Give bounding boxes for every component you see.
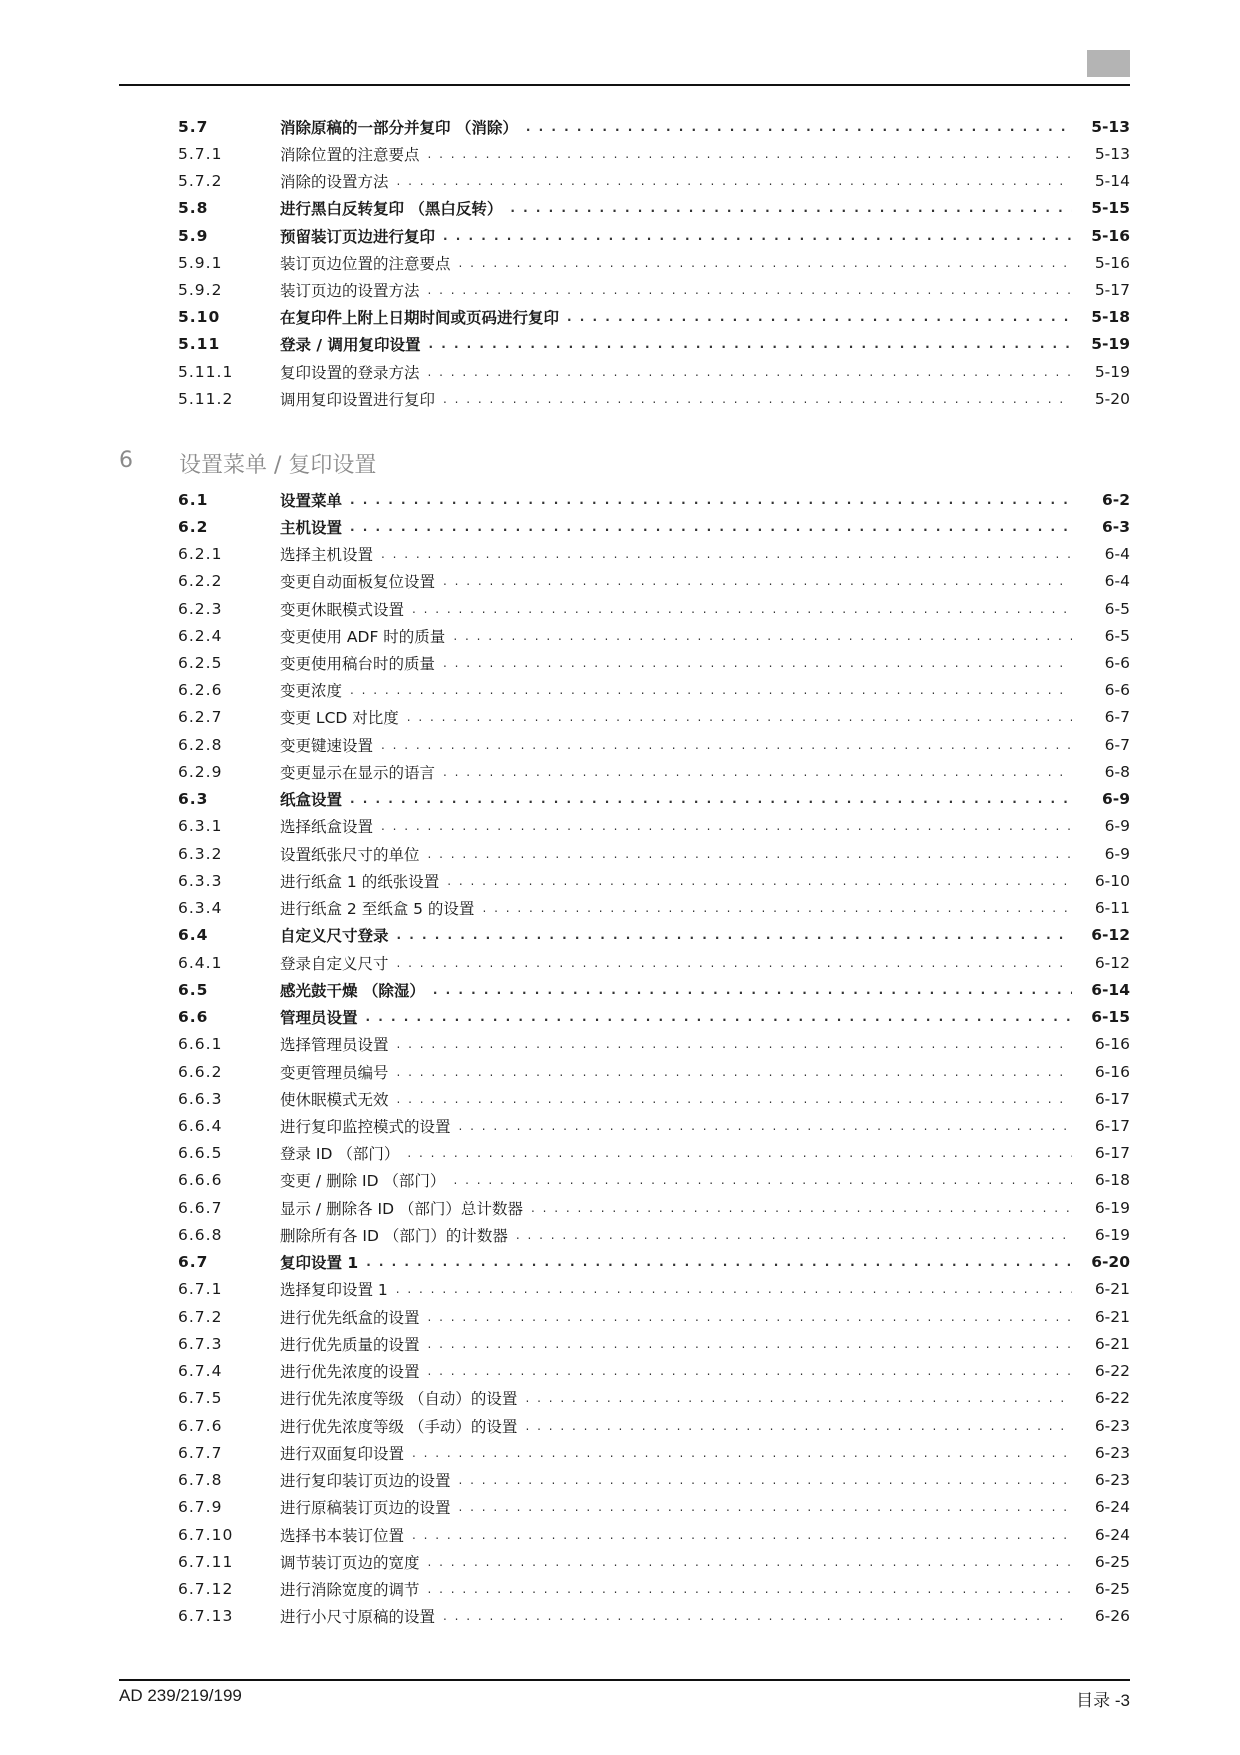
entry-page: 6-14	[1091, 980, 1130, 999]
entry-number: 6.6.7	[178, 1198, 223, 1217]
dot-leader	[397, 928, 1072, 942]
entry-title: 选择主机设置	[280, 546, 374, 565]
toc-entry[interactable]	[178, 1249, 1130, 1276]
dot-leader	[396, 1282, 1072, 1296]
entry-number: 6.2.8	[178, 735, 223, 754]
dot-leader	[510, 201, 1072, 215]
dot-leader	[453, 1173, 1072, 1187]
toc-entry[interactable]	[178, 222, 1130, 249]
entry-title: 变更 / 删除 ID （部门）	[280, 1172, 446, 1191]
entry-number: 5.8	[178, 199, 209, 218]
entry-page: 6-18	[1094, 1171, 1130, 1190]
entry-title: 选择复印设置 1	[280, 1281, 388, 1300]
dot-leader	[397, 174, 1072, 188]
entry-number: 6.2.5	[178, 654, 223, 673]
entry-page: 6-7	[1104, 735, 1130, 754]
dot-leader	[526, 120, 1072, 134]
entry-number: 5.9	[178, 226, 209, 245]
dot-leader	[366, 1255, 1072, 1269]
toc-entry[interactable]	[178, 113, 1130, 140]
entry-title: 变更键速设置	[280, 736, 374, 755]
entry-title: 选择书本装订位置	[280, 1526, 405, 1545]
entry-number: 6.2.2	[178, 572, 223, 591]
toc-entry[interactable]	[178, 486, 1130, 513]
header-rule	[119, 84, 1130, 86]
entry-title: 进行小尺寸原稿的设置	[280, 1608, 436, 1627]
toc-entry[interactable]	[178, 1112, 1130, 1139]
entry-number: 6.7.6	[178, 1416, 223, 1435]
toc-entry[interactable]	[178, 513, 1130, 540]
entry-page: 6-25	[1094, 1579, 1130, 1598]
toc-entry[interactable]	[178, 731, 1130, 758]
entry-page: 5-19	[1094, 362, 1130, 381]
entry-title: 预留装订页边进行复印	[280, 227, 436, 246]
entry-title: 进行纸盒 1 的纸张设置	[280, 872, 440, 891]
entry-number: 6.7.7	[178, 1443, 223, 1462]
entry-title: 装订页边位置的注意要点	[280, 254, 451, 273]
entry-title: 登录自定义尺寸	[280, 954, 389, 973]
dot-leader	[428, 1364, 1072, 1378]
toc-entry[interactable]	[178, 540, 1130, 567]
entry-title: 进行消除宽度的调节	[280, 1580, 420, 1599]
entry-title: 选择纸盒设置	[280, 818, 374, 837]
entry-page: 5-17	[1094, 281, 1130, 300]
entry-page: 6-9	[1101, 790, 1130, 809]
entry-page: 6-6	[1104, 681, 1130, 700]
toc-entry[interactable]	[178, 595, 1130, 622]
entry-page: 6-17	[1094, 1089, 1130, 1108]
entry-title: 变更浓度	[280, 682, 343, 701]
entry-title: 进行黑白反转复印 （黑白反转）	[280, 200, 503, 219]
toc-entry[interactable]	[178, 758, 1130, 785]
entry-number: 6.2	[178, 517, 209, 536]
footer-page-number: 目录 -3	[1076, 1691, 1130, 1710]
entry-page: 6-24	[1094, 1498, 1130, 1517]
entry-number: 5.7	[178, 117, 209, 136]
entry-title: 管理员设置	[280, 1009, 358, 1028]
dot-leader	[428, 1582, 1072, 1596]
entry-number: 6.7.3	[178, 1334, 223, 1353]
dot-leader	[482, 901, 1072, 915]
dot-leader	[397, 956, 1072, 970]
entry-page: 6-24	[1094, 1525, 1130, 1544]
dot-leader	[381, 738, 1072, 752]
toc-entry[interactable]	[178, 385, 1130, 412]
dot-leader	[459, 256, 1072, 270]
entry-page: 5-19	[1091, 335, 1130, 354]
toc-chapter6-list	[178, 486, 1130, 1630]
dot-leader	[397, 1065, 1072, 1079]
toc-entry[interactable]	[178, 813, 1130, 840]
entry-page: 6-4	[1104, 572, 1130, 591]
dot-leader	[531, 1201, 1072, 1215]
entry-page: 6-21	[1094, 1334, 1130, 1353]
entry-number: 6.7.8	[178, 1471, 223, 1490]
entry-page: 6-20	[1091, 1253, 1130, 1272]
entry-title: 纸盒设置	[280, 791, 343, 810]
entry-title: 变更管理员编号	[280, 1063, 389, 1082]
entry-number: 6.3.4	[178, 899, 223, 918]
toc-entry[interactable]	[178, 1466, 1130, 1493]
entry-page: 5-14	[1094, 172, 1130, 191]
entry-page: 6-7	[1104, 708, 1130, 727]
entry-number: 6.7.5	[178, 1389, 223, 1408]
entry-number: 6.7.12	[178, 1579, 234, 1598]
dot-leader	[381, 819, 1072, 833]
dot-leader	[428, 283, 1072, 297]
entry-title: 主机设置	[280, 518, 343, 537]
entry-page: 6-6	[1104, 654, 1130, 673]
toc-entry[interactable]	[178, 1031, 1130, 1058]
entry-page: 6-21	[1094, 1307, 1130, 1326]
toc-entry[interactable]	[178, 840, 1130, 867]
dot-leader	[428, 365, 1072, 379]
dot-leader	[516, 1228, 1072, 1242]
dot-leader	[350, 520, 1072, 534]
entry-page: 6-25	[1094, 1552, 1130, 1571]
entry-title: 设置纸张尺寸的单位	[280, 845, 420, 864]
entry-number: 5.11	[178, 335, 221, 354]
entry-number: 6.5	[178, 980, 209, 999]
entry-page: 5-16	[1094, 253, 1130, 272]
toc-entry[interactable]	[178, 704, 1130, 731]
chapter-title: 设置菜单 / 复印设置	[179, 453, 377, 478]
entry-page: 5-18	[1091, 308, 1130, 327]
entry-number: 5.11.1	[178, 362, 234, 381]
entry-number: 6.2.1	[178, 545, 223, 564]
entry-title: 复印设置的登录方法	[280, 363, 420, 382]
entry-page: 6-23	[1094, 1471, 1130, 1490]
dot-leader	[443, 1609, 1072, 1623]
entry-number: 5.9.2	[178, 281, 223, 300]
entry-page: 6-23	[1094, 1416, 1130, 1435]
dot-leader	[443, 229, 1072, 243]
entry-title: 复印设置 1	[280, 1254, 359, 1273]
entry-number: 6.6.2	[178, 1062, 223, 1081]
toc-entry[interactable]	[178, 167, 1130, 194]
entry-number: 6.6.8	[178, 1225, 223, 1244]
entry-number: 6.6.3	[178, 1089, 223, 1108]
entry-title: 进行优先浓度等级 （自动）的设置	[280, 1390, 518, 1409]
entry-page: 6-12	[1094, 953, 1130, 972]
entry-title: 变更休眠模式设置	[280, 600, 405, 619]
toc-entry[interactable]	[178, 1521, 1130, 1548]
toc-entry[interactable]	[178, 677, 1130, 704]
entry-title: 进行优先质量的设置	[280, 1335, 420, 1354]
entry-title: 调用复印设置进行复印	[280, 390, 436, 409]
entry-title: 进行复印监控模式的设置	[280, 1118, 451, 1136]
entry-page: 6-8	[1104, 762, 1130, 781]
entry-title: 进行优先纸盒的设置	[280, 1308, 420, 1327]
dot-leader	[447, 874, 1072, 888]
entry-number: 6.2.6	[178, 681, 223, 700]
dot-leader	[428, 1310, 1072, 1324]
toc-entry[interactable]	[178, 249, 1130, 276]
toc-chapter5-list	[178, 113, 1130, 413]
entry-number: 5.7.2	[178, 172, 223, 191]
toc-entry[interactable]	[178, 922, 1130, 949]
entry-title: 变更显示在显示的语言	[280, 763, 436, 782]
entry-number: 5.11.2	[178, 389, 234, 408]
entry-page: 6-11	[1094, 899, 1130, 918]
entry-title: 登录 / 调用复印设置	[280, 336, 421, 355]
dot-leader	[407, 1146, 1072, 1160]
toc-entry[interactable]	[178, 1439, 1130, 1466]
entry-page: 6-16	[1094, 1062, 1130, 1081]
toc-entry[interactable]	[178, 786, 1130, 813]
entry-page: 5-13	[1091, 117, 1130, 136]
entry-number: 6.6.1	[178, 1035, 223, 1054]
entry-page: 6-2	[1101, 490, 1130, 509]
entry-number: 6.3.2	[178, 844, 223, 863]
entry-page: 6-5	[1104, 626, 1130, 645]
dot-leader	[366, 1010, 1072, 1024]
entry-page: 5-16	[1091, 226, 1130, 245]
dot-leader	[412, 1528, 1072, 1542]
entry-title: 消除位置的注意要点	[280, 145, 420, 164]
chapter-number: 6	[119, 448, 133, 473]
toc-entry[interactable]	[178, 1575, 1130, 1602]
entry-number: 5.10	[178, 308, 221, 327]
dot-leader	[459, 1119, 1072, 1133]
dot-leader	[459, 1500, 1072, 1514]
toc-entry[interactable]	[178, 1167, 1130, 1194]
entry-number: 6.7	[178, 1253, 209, 1272]
entry-page: 6-9	[1104, 844, 1130, 863]
dot-leader	[397, 1092, 1072, 1106]
entry-title: 变更自动面板复位设置	[280, 573, 436, 592]
dot-leader	[443, 765, 1072, 779]
entry-number: 6.6	[178, 1008, 209, 1027]
entry-page: 6-22	[1094, 1362, 1130, 1381]
entry-title: 显示 / 删除各 ID （部门）总计数器	[280, 1199, 523, 1218]
dot-leader	[459, 1473, 1072, 1487]
toc-entry[interactable]	[178, 1085, 1130, 1112]
entry-number: 6.6.6	[178, 1171, 223, 1190]
entry-title: 进行纸盒 2 至纸盒 5 的设置	[280, 900, 475, 919]
toc-entry[interactable]	[178, 331, 1130, 358]
entry-page: 6-16	[1094, 1035, 1130, 1054]
dot-leader	[443, 656, 1072, 670]
entry-number: 6.7.4	[178, 1362, 223, 1381]
entry-page: 6-12	[1091, 926, 1130, 945]
entry-page: 6-23	[1094, 1443, 1130, 1462]
dot-leader	[350, 792, 1072, 806]
entry-title: 设置菜单	[280, 491, 343, 510]
entry-title: 感光鼓干燥 （除湿）	[280, 981, 425, 1000]
dot-leader	[428, 1337, 1072, 1351]
dot-leader	[428, 1555, 1072, 1569]
entry-number: 6.3	[178, 790, 209, 809]
entry-title: 自定义尺寸登录	[280, 927, 389, 946]
entry-number: 6.7.13	[178, 1607, 234, 1626]
dot-leader	[407, 710, 1072, 724]
toc-entry[interactable]	[178, 1358, 1130, 1385]
entry-number: 6.1	[178, 490, 209, 509]
toc-entry[interactable]	[178, 1140, 1130, 1167]
toc-entry[interactable]	[178, 1303, 1130, 1330]
toc-entry[interactable]	[178, 1330, 1130, 1357]
entry-title: 消除的设置方法	[280, 173, 389, 192]
toc-entry[interactable]	[178, 949, 1130, 976]
entry-page: 6-5	[1104, 599, 1130, 618]
entry-number: 6.7.9	[178, 1498, 223, 1517]
dot-leader	[350, 683, 1072, 697]
entry-page: 5-13	[1094, 144, 1130, 163]
entry-page: 6-19	[1094, 1225, 1130, 1244]
entry-title: 进行优先浓度等级 （手动）的设置	[280, 1417, 518, 1436]
dot-leader	[397, 1037, 1072, 1051]
entry-title: 变更 LCD 对比度	[280, 709, 399, 728]
entry-number: 6.2.3	[178, 599, 223, 618]
toc-entry[interactable]	[178, 1412, 1130, 1439]
dot-leader	[525, 1419, 1072, 1433]
toc-entry[interactable]	[178, 195, 1130, 222]
dot-leader	[443, 392, 1072, 406]
dot-leader	[428, 147, 1072, 161]
entry-title: 选择管理员设置	[280, 1036, 389, 1055]
entry-title: 变更使用 ADF 时的质量	[280, 627, 446, 646]
entry-number: 6.7.10	[178, 1525, 234, 1544]
dot-leader	[433, 983, 1072, 997]
toc-entry[interactable]	[178, 976, 1130, 1003]
toc-entry[interactable]	[178, 568, 1130, 595]
dot-leader	[567, 310, 1072, 324]
entry-page: 5-20	[1094, 389, 1130, 408]
entry-page: 6-15	[1091, 1008, 1130, 1027]
toc-entry[interactable]	[178, 1194, 1130, 1221]
dot-leader	[443, 574, 1072, 588]
dot-leader	[525, 1391, 1072, 1405]
entry-title: 使休眠模式无效	[280, 1090, 389, 1109]
dot-leader	[453, 629, 1072, 643]
entry-page: 6-3	[1101, 517, 1130, 536]
entry-title: 登录 ID （部门）	[280, 1145, 400, 1164]
dot-leader	[381, 547, 1072, 561]
toc-entry[interactable]	[178, 895, 1130, 922]
toc-entry[interactable]	[178, 622, 1130, 649]
toc-entry[interactable]	[178, 140, 1130, 167]
entry-number: 6.2.4	[178, 626, 223, 645]
dot-leader	[412, 1446, 1072, 1460]
entry-page: 6-26	[1094, 1607, 1130, 1626]
toc-entry[interactable]	[178, 304, 1130, 331]
entry-number: 5.9.1	[178, 253, 223, 272]
entry-page: 6-22	[1094, 1389, 1130, 1408]
entry-page: 6-21	[1094, 1280, 1130, 1299]
entry-title: 进行双面复印设置	[280, 1444, 405, 1463]
toc-entry[interactable]	[178, 1603, 1130, 1630]
toc-entry[interactable]	[178, 1385, 1130, 1412]
entry-title: 变更使用稿台时的质量	[280, 655, 436, 674]
entry-number: 6.7.2	[178, 1307, 223, 1326]
entry-page: 6-4	[1104, 545, 1130, 564]
entry-number: 6.6.4	[178, 1117, 223, 1135]
entry-number: 6.4	[178, 926, 209, 945]
toc-entry[interactable]	[178, 276, 1130, 303]
entry-page: 6-9	[1104, 817, 1130, 836]
entry-title: 调节装订页边的宽度	[280, 1553, 420, 1572]
entry-title: 装订页边的设置方法	[280, 282, 420, 301]
entry-number: 6.7.1	[178, 1280, 223, 1299]
toc-entry[interactable]	[178, 1548, 1130, 1575]
chapter-tab-marker	[1087, 50, 1130, 77]
entry-title: 删除所有各 ID （部门）的计数器	[280, 1226, 508, 1245]
chapter-heading	[119, 448, 376, 479]
toc-entry[interactable]	[178, 867, 1130, 894]
entry-title: 进行复印装订页边的设置	[280, 1472, 451, 1491]
entry-number: 6.2.9	[178, 762, 223, 781]
entry-title: 消除原稿的一部分并复印 （消除）	[280, 118, 518, 137]
footer-model: AD 239/219/199	[119, 1686, 242, 1705]
entry-title: 在复印件上附上日期时间或页码进行复印	[280, 309, 560, 328]
dot-leader	[428, 337, 1072, 351]
entry-page: 6-19	[1094, 1198, 1130, 1217]
toc-entry[interactable]	[178, 358, 1130, 385]
toc-entry[interactable]	[178, 1494, 1130, 1521]
toc-entry[interactable]	[178, 1276, 1130, 1303]
toc-entry[interactable]	[178, 1003, 1130, 1030]
entry-number: 6.6.5	[178, 1144, 223, 1163]
entry-number: 6.3.1	[178, 817, 223, 836]
entry-page: 5-15	[1091, 199, 1130, 218]
toc-entry[interactable]	[178, 1221, 1130, 1248]
entry-title: 进行优先浓度的设置	[280, 1363, 420, 1382]
entry-title: 进行原稿装订页边的设置	[280, 1499, 451, 1518]
entry-number: 6.3.3	[178, 871, 223, 890]
dot-leader	[428, 847, 1072, 861]
entry-page: 6-17	[1094, 1144, 1130, 1163]
entry-number: 6.4.1	[178, 953, 223, 972]
dot-leader	[412, 602, 1072, 616]
entry-number: 6.2.7	[178, 708, 223, 727]
toc-entry[interactable]	[178, 649, 1130, 676]
toc-entry[interactable]	[178, 1058, 1130, 1085]
entry-number: 6.7.11	[178, 1552, 234, 1571]
entry-page: 6-17	[1094, 1117, 1130, 1135]
entry-page: 6-10	[1094, 871, 1130, 890]
entry-number: 5.7.1	[178, 144, 223, 163]
dot-leader	[350, 493, 1072, 507]
footer-rule	[119, 1679, 1130, 1681]
